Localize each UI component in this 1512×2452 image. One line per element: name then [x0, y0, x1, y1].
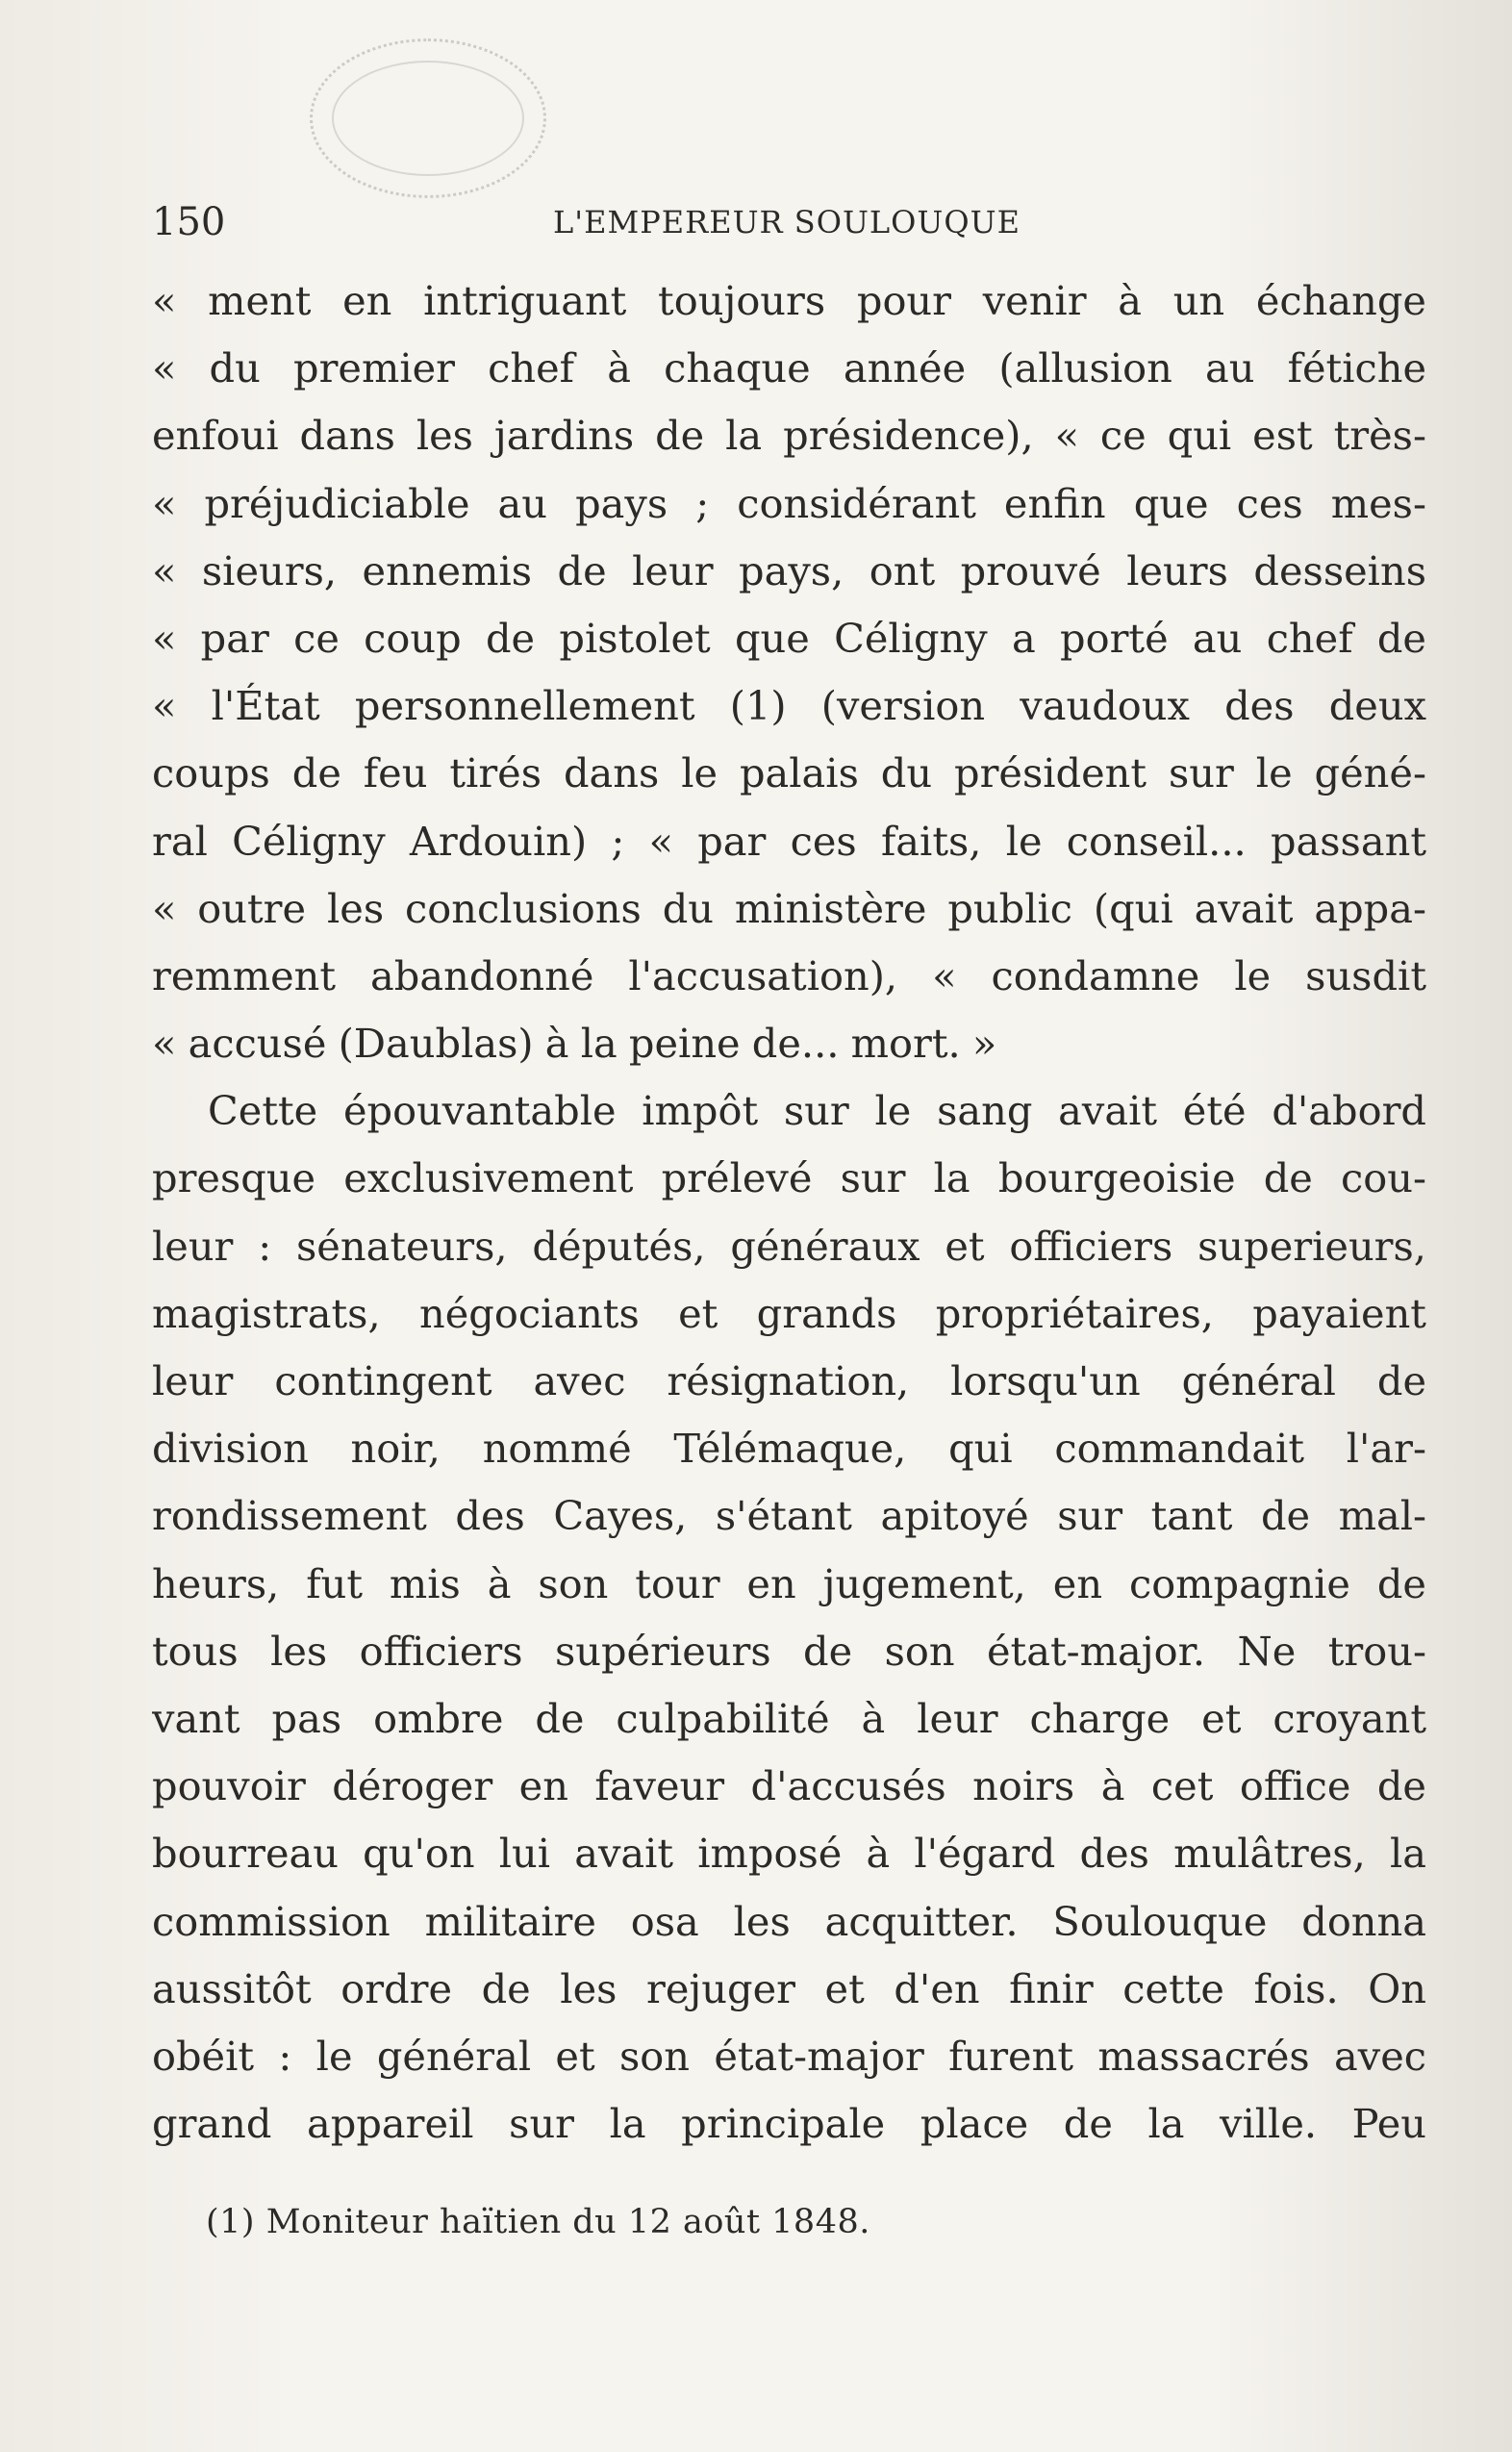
text-line: « outre les conclusions du ministère public (qui avait appa-: [152, 884, 1426, 932]
text-line: coups de feu tirés dans le palais du président sur le géné-: [152, 749, 1426, 797]
text-line: ral Céligny Ardouin) ; « par ces faits, le conseil... passant: [152, 817, 1426, 865]
page-header: [152, 200, 1422, 248]
text-line: aussitôt ordre de les rejuger et d'en finir cette fois. On: [152, 1964, 1426, 2012]
text-line: enfoui dans les jardins de la présidence), « ce qui est très-: [152, 412, 1426, 460]
running-title: L'EMPEREUR SOULOUQUE: [553, 204, 1021, 240]
text-line: magistrats, négociants et grands propriétaires, payaient: [152, 1289, 1426, 1337]
text-line: bourreau qu'on lui avait imposé à l'égard des mulâtres, la: [152, 1830, 1426, 1878]
text-line: grand appareil sur la principale place de la ville. Peu: [152, 2100, 1426, 2148]
body-text: [152, 267, 1426, 2158]
text-line: « sieurs, ennemis de leur pays, ont prouvé leurs desseins: [152, 546, 1426, 594]
text-line: leur contingent avec résignation, lorsqu'un général de: [152, 1357, 1426, 1404]
text-line: obéit : le général et son état-major furent massacrés avec: [152, 2032, 1426, 2080]
text-line: presque exclusivement prélevé sur la bourgeoisie de cou-: [152, 1154, 1426, 1202]
text-line: « du premier chef à chaque année (allusion au fétiche: [152, 344, 1426, 392]
text-line: « préjudiciable au pays ; considérant enfin que ces mes-: [152, 479, 1426, 527]
page-number: 150: [152, 200, 226, 244]
text-line: « l'État personnellement (1) (version vaudoux des deux: [152, 682, 1426, 730]
text-line: heurs, fut mis à son tour en jugement, en compagnie de: [152, 1559, 1426, 1607]
text-line: tous les officiers supérieurs de son état-major. Ne trou-: [152, 1627, 1426, 1675]
text-line: remment abandonné l'accusation), « condamne le susdit: [152, 951, 1426, 999]
text-line: « accusé (Daublas) à la peine de... mort. »: [152, 1020, 997, 1068]
paragraph-start-line: Cette épouvantable impôt sur le sang avait été d'abord: [208, 1087, 1426, 1135]
text-line: pouvoir déroger en faveur d'accusés noirs à cet office de: [152, 1762, 1426, 1810]
text-line: vant pas ombre de culpabilité à leur charge et croyant: [152, 1694, 1426, 1742]
library-stamp: [310, 38, 546, 198]
text-line: « par ce coup de pistolet que Céligny a porté au chef de: [152, 614, 1426, 662]
text-line: « ment en intriguant toujours pour venir à un échange: [152, 277, 1426, 324]
footnote: (1) Moniteur haïtien du 12 août 1848.: [206, 2203, 870, 2241]
text-line: commission militaire osa les acquitter. Soulouque donna: [152, 1897, 1426, 1945]
text-line: division noir, nommé Télémaque, qui commandait l'ar-: [152, 1425, 1426, 1473]
text-line: leur : sénateurs, députés, généraux et officiers superieurs,: [152, 1222, 1426, 1270]
text-line: rondissement des Cayes, s'étant apitoyé sur tant de mal-: [152, 1492, 1426, 1540]
